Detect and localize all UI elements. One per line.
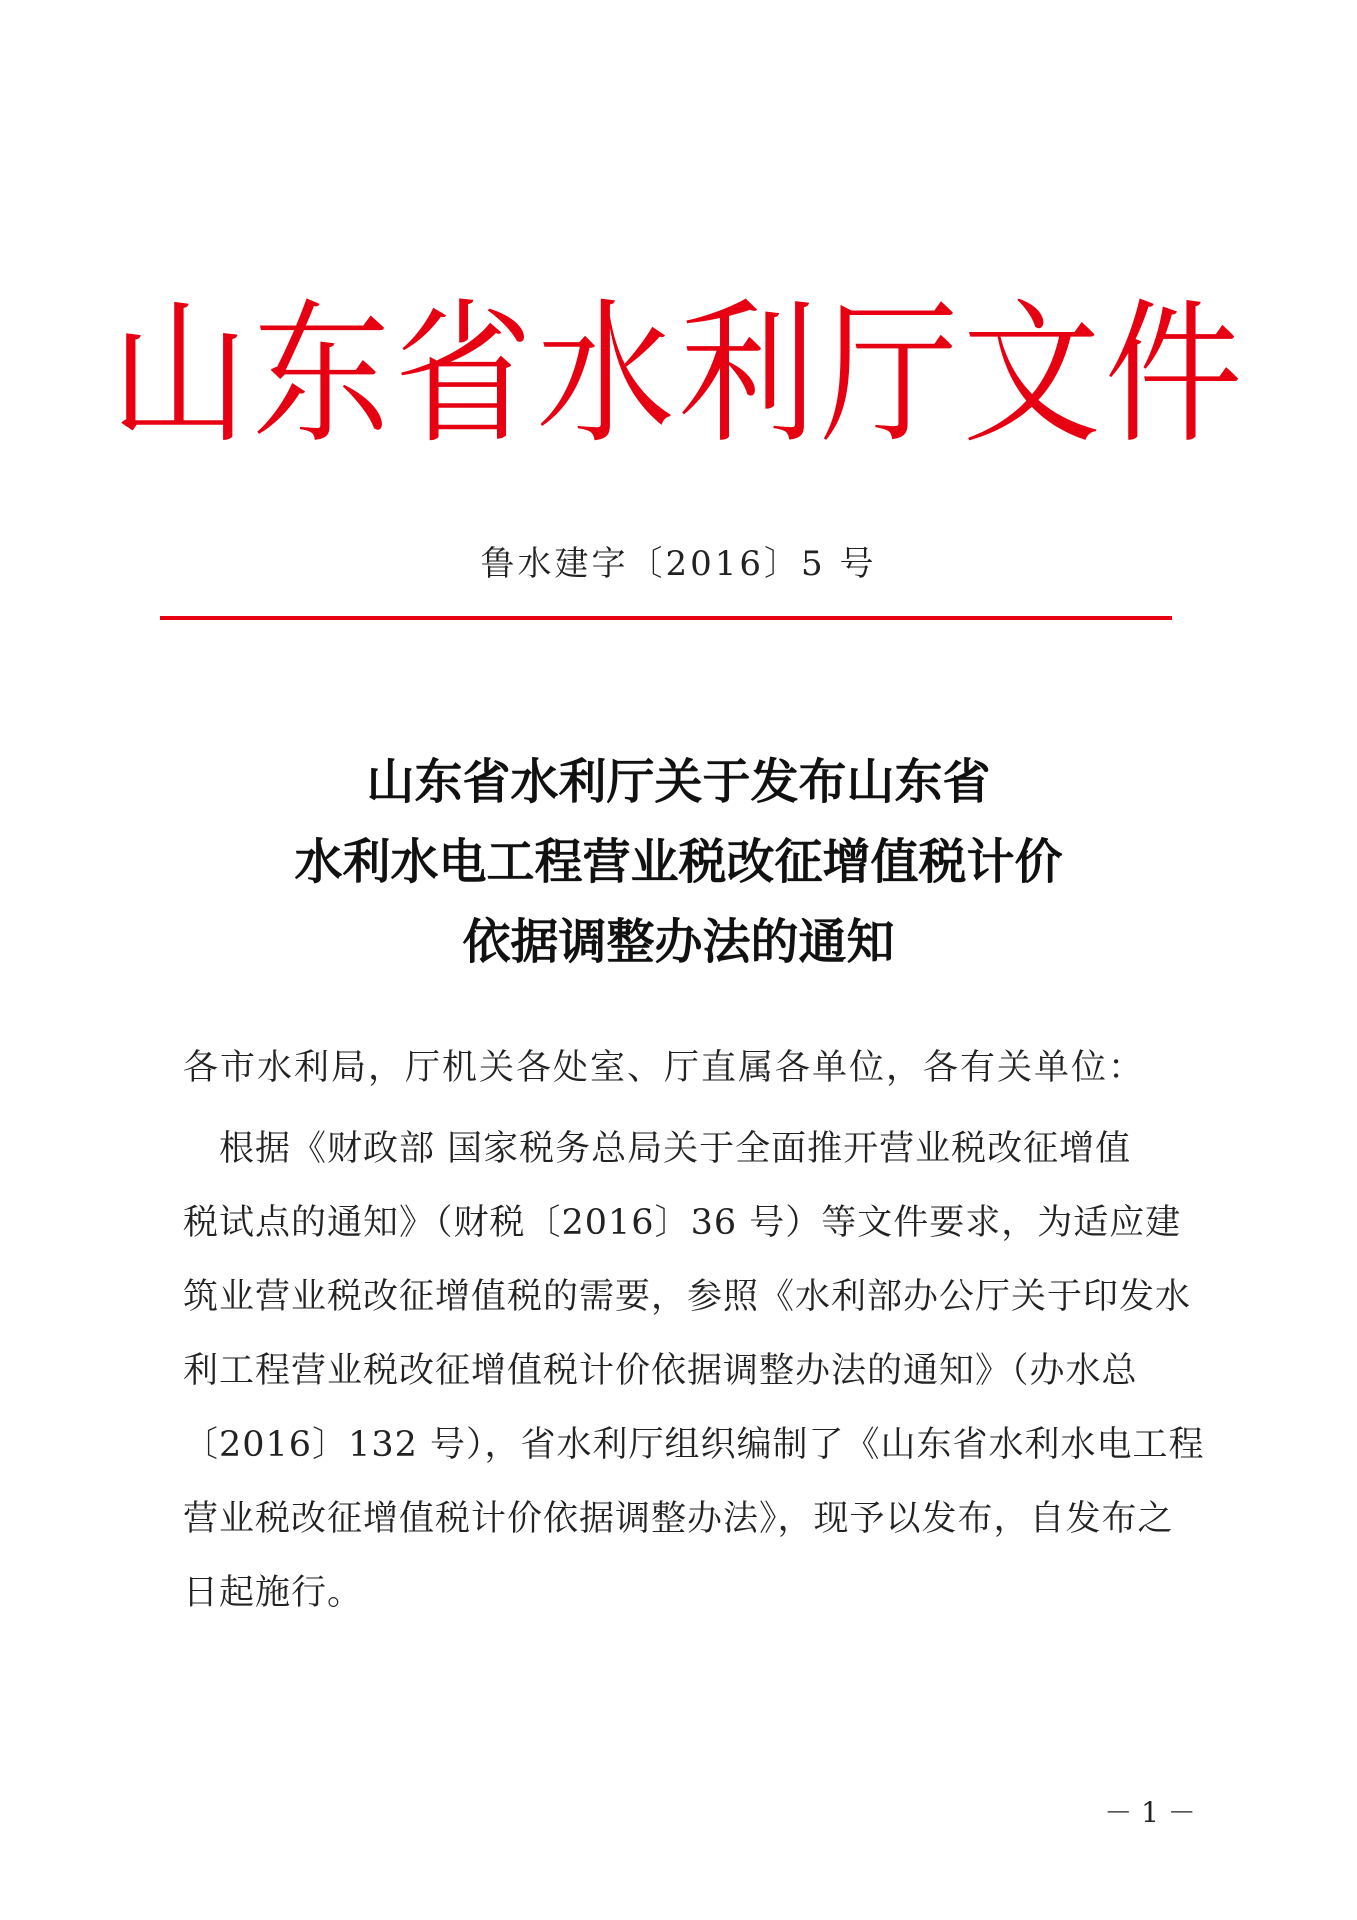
title-line: 水利水电工程营业税改征增值税计价 (294, 834, 1063, 890)
body-line: 日起施行。 (183, 1573, 364, 1613)
title-line: 依据调整办法的通知 (462, 914, 895, 970)
masthead-title: 山东省水利厅文件 (110, 284, 1247, 465)
title-line: 山东省水利厅关于发布山东省 (366, 754, 991, 810)
body-line: 营业税改征增值税计价依据调整办法》，现予以发布，自发布之 (183, 1499, 1174, 1539)
notice-title (0, 742, 1357, 982)
page-number: － 1 － (1104, 1796, 1196, 1829)
salutation: 各市水利局，厅机关各处室、厅直属各单位，各有关单位： (183, 1048, 1146, 1088)
body-line: 根据《财政部 国家税务总局关于全面推开营业税改征增值 (183, 1129, 1132, 1169)
body-paragraph (183, 1112, 1205, 1630)
body-line: 税试点的通知》（财税〔2016〕36 号）等文件要求，为适应建 (183, 1203, 1182, 1243)
red-divider-line (160, 616, 1172, 620)
body-line: 利工程营业税改征增值税计价依据调整办法的通知》（办水总 (183, 1351, 1138, 1391)
body-line: 〔2016〕132 号），省水利厅组织编制了《山东省水利水电工程 (183, 1425, 1205, 1465)
document-number: 鲁水建字〔2016〕5 号 (480, 544, 877, 584)
body-line: 筑业营业税改征增值税的需要，参照《水利部办公厅关于印发水 (183, 1277, 1192, 1317)
